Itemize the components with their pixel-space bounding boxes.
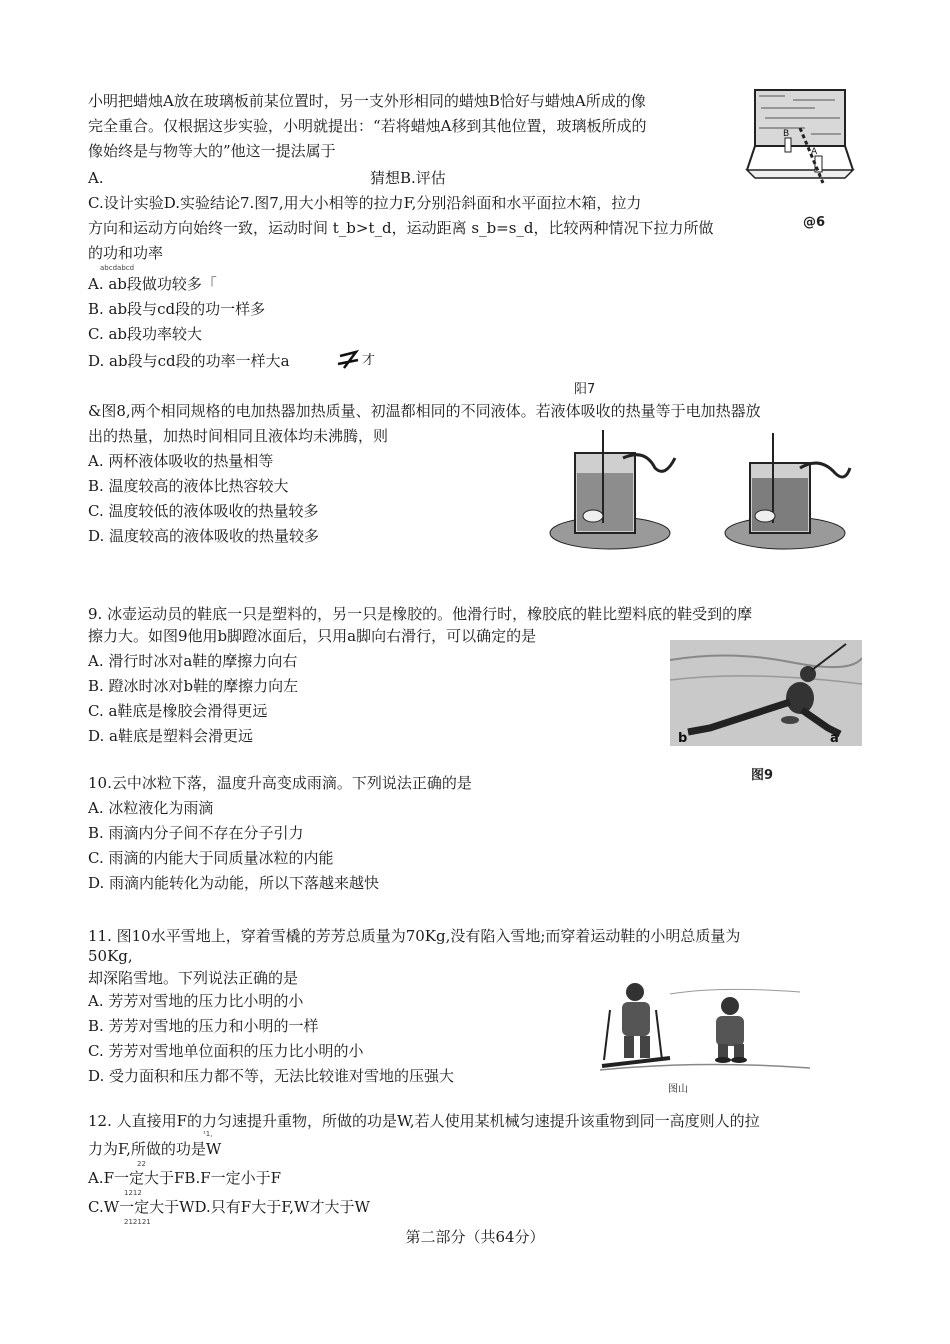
q11-line2: 50Kg, xyxy=(88,947,133,965)
q10-option-a: A. 冰粒液化为雨滴 xyxy=(88,799,214,817)
q7-line2: 方向和运动方向始终一致，运动时间 t_b>t_d，运动距离 s_b=s_d，比较两种情况下拉力所做 xyxy=(88,219,714,237)
q12-tiny1: ¹1, xyxy=(203,1130,213,1138)
q12-tiny3: 1212 xyxy=(124,1189,142,1197)
q8-option-d: D. 温度较高的液体吸收的热量较多 xyxy=(88,527,320,545)
q10-option-c: C. 雨滴的内能大于同质量冰粒的内能 xyxy=(88,849,334,867)
fig6-letter-a: A xyxy=(811,147,818,157)
figure-6-caption: @6 xyxy=(803,215,826,230)
q11-option-c: C. 芳芳对雪地单位面积的压力比小明的小 xyxy=(88,1042,364,1060)
q12-line2: 力为F,所做的功是W xyxy=(88,1140,222,1158)
q10-option-d: D. 雨滴内能转化为动能，所以下落越来越快 xyxy=(88,874,380,892)
q11-option-d: D. 受力面积和压力都不等，无法比较谁对雪地的压强大 xyxy=(88,1067,455,1085)
q10-line1: 10.云中冰粒下落，温度升高变成雨滴。下列说法正确的是 xyxy=(88,774,472,792)
q7-fig-fragment-text: 才 xyxy=(362,353,376,368)
q10-option-b: B. 雨滴内分子间不存在分子引力 xyxy=(88,824,304,842)
fig6-letter-b: B xyxy=(783,129,790,139)
figure-8-beakers xyxy=(545,428,855,558)
figure-9-curling xyxy=(670,640,862,746)
fig9-letter-a: a xyxy=(830,731,839,746)
figure-9-caption: 图9 xyxy=(751,768,774,783)
q12-tiny4: 212121 xyxy=(124,1218,151,1226)
q8-option-c: C. 温度较低的液体吸收的热量较多 xyxy=(88,502,319,520)
q11-line1: 11. 图10水平雪地上，穿着雪橇的芳芳总质量为70Kg,没有陷入雪地;而穿着运动鞋的小明总质量为 xyxy=(88,927,741,945)
q6-line1: 小明把蜡烛A放在玻璃板前某位置时，另一支外形相同的蜡烛B恰好与蜡烛A所成的像 xyxy=(88,92,646,110)
q9-line1: 9. 冰壶运动员的鞋底一只是塑料的，另一只是橡胶的。他滑行时，橡胶底的鞋比塑料底的鞋受到的摩 xyxy=(88,605,753,623)
q12-tiny2: 22 xyxy=(137,1160,146,1168)
q12-option-ab: A.F一定大于FB.F一定小于F xyxy=(88,1169,282,1187)
section-footer: 第二部分（共64分） xyxy=(405,1228,545,1246)
q11-option-b: B. 芳芳对雪地的压力和小明的一样 xyxy=(88,1017,319,1035)
q6-option-ab-rest: 猜想B.评估 xyxy=(370,169,446,187)
figure-10-caption: 图山 xyxy=(668,1084,688,1095)
q9-option-d: D. a鞋底是塑料会滑更远 xyxy=(88,727,253,745)
q12-line1: 12. 人直接用F的力匀速提升重物，所做的功是W,若人使用某机械匀速提升该重物到同一高度则人的拉 xyxy=(88,1112,760,1130)
q8-option-a: A. 两杯液体吸收的热量相等 xyxy=(88,452,274,470)
figure-7-caption: 阳7 xyxy=(574,382,596,397)
q8-line1: &图8,两个相同规格的电加热器加热质量、初温都相同的不同液体。若液体吸收的热量等于电加热器放 xyxy=(88,402,761,420)
figure-7-fragment xyxy=(336,348,362,374)
q7-option-c: C. ab段功率较大 xyxy=(88,325,203,343)
figure-10-snow xyxy=(600,980,810,1078)
q7-option-b: B. ab段与cd段的功一样多 xyxy=(88,300,266,318)
q6-line2: 完全重合。仅根据这步实验，小明就提出：“若将蜡烛A移到其他位置，玻璃板所成的 xyxy=(88,117,647,135)
q9-option-b: B. 蹬冰时冰对b鞋的摩擦力向左 xyxy=(88,677,299,695)
q7-line1: C.设计实验D.实验结论7.图7,用大小相等的拉力F,分别沿斜面和水平面拉木箱，拉力 xyxy=(88,194,642,212)
q8-line2: 出的热量，加热时间相同且液体均未沸腾，则 xyxy=(88,427,389,445)
figure-6-glass-plate xyxy=(745,88,855,188)
q7-option-d: D. ab段与cd段的功率一样大a xyxy=(88,352,290,370)
fig9-letter-b: b xyxy=(678,731,688,746)
q9-option-a: A. 滑行时冰对a鞋的摩擦力向右 xyxy=(88,652,298,670)
q7-tiny-label: abcdabcd xyxy=(100,264,135,272)
q7-line3: 的功和功率 xyxy=(88,244,164,262)
q9-line2: 擦力大。如图9他用b脚蹬冰面后，只用a脚向右滑行，可以确定的是 xyxy=(88,627,537,645)
q6-option-a: A. xyxy=(88,169,104,187)
q12-option-cd: C.W一定大于WD.只有F大于F,W才大于W xyxy=(88,1198,370,1216)
q11-line3: 却深陷雪地。下列说法正确的是 xyxy=(88,969,299,987)
q6-line3: 像始终是与物等大的”他这一提法属于 xyxy=(88,142,336,160)
q7-option-a: A. ab段做功较多「 xyxy=(88,275,217,293)
q9-option-c: C. a鞋底是橡胶会滑得更远 xyxy=(88,702,268,720)
q8-option-b: B. 温度较高的液体比热容较大 xyxy=(88,477,289,495)
q11-option-a: A. 芳芳对雪地的压力比小明的小 xyxy=(88,992,304,1010)
